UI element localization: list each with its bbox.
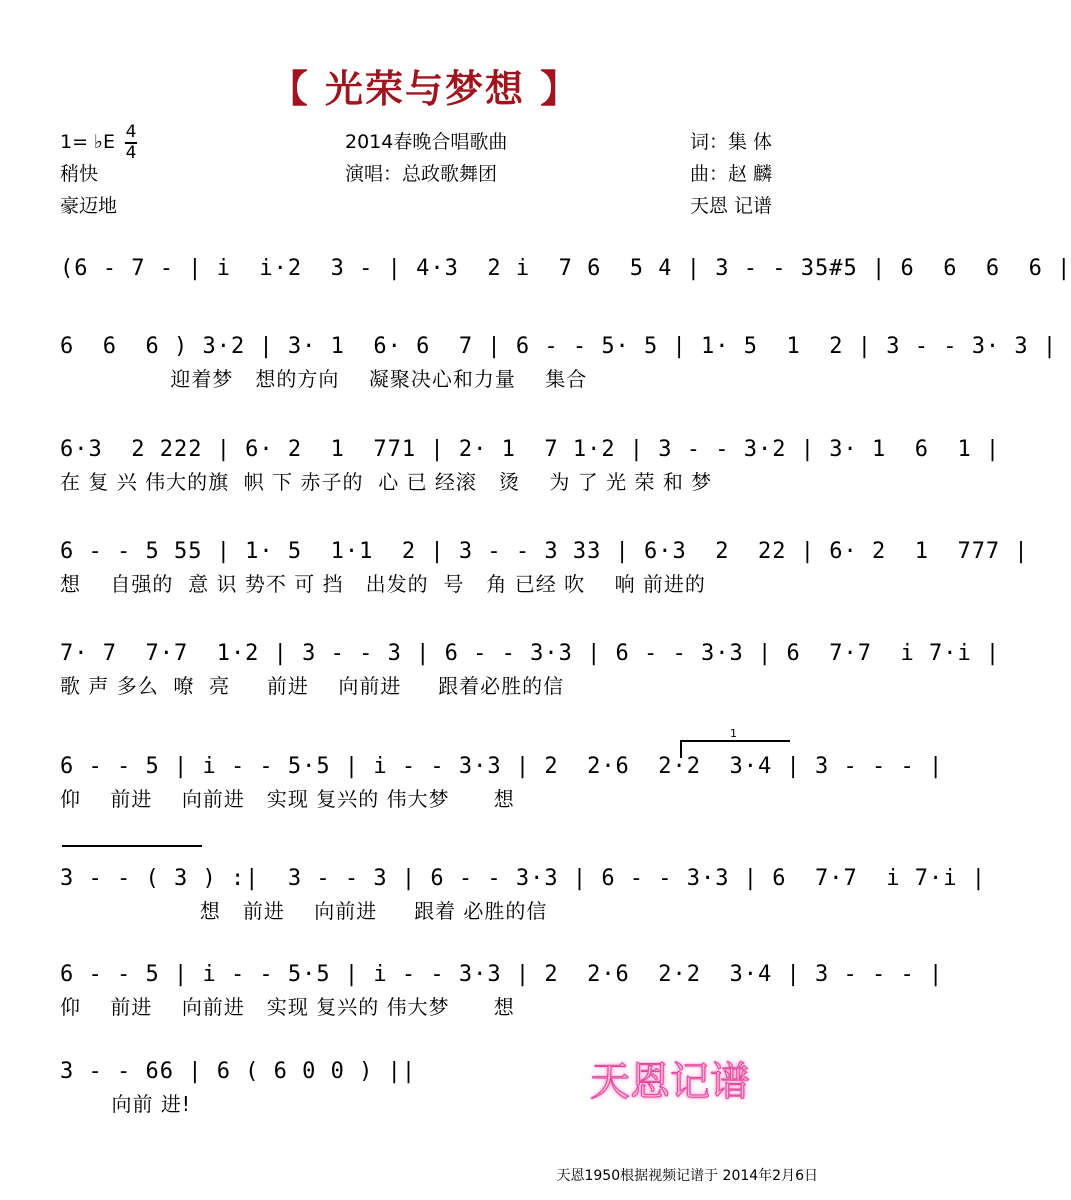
lyrics-row: 仰 前进 向前进 实现 复兴的 伟大梦 想: [60, 787, 515, 811]
lyrics-row: 想 前进 向前进 跟着 必胜的信: [60, 899, 548, 923]
mood-marking: 豪迈地: [60, 195, 118, 217]
lyrics-row: 歌 声 多么 嘹 亮 前进 向前进 跟着必胜的信: [60, 674, 565, 698]
time-signature-top: 4: [125, 122, 137, 142]
score-line-1: [60, 252, 1071, 316]
footer-note: 天恩1950根据视频记谱于 2014年2月6日: [556, 1168, 818, 1184]
score-line-2: [60, 330, 1058, 394]
notation-row: 7· 7 7·7 1·2 | 3 - - 3 | 6 - - 3·3 | 6 - - 3·3 | 6 7·7 i 7·i |: [60, 641, 1001, 666]
score-line-8: [60, 958, 944, 1022]
first-ending-bracket: [680, 740, 790, 742]
score-line-4: [60, 535, 1029, 599]
first-ending-bracket-continued: [62, 845, 202, 847]
lyricist-credit: 词：集 体: [690, 131, 773, 153]
notation-row: 6 - - 5 | i - - 5·5 | i - - 3·3 | 2 2·6 2·2 3·4 | 3 - - - |: [60, 754, 944, 779]
song-title: 【 光荣与梦想 】: [269, 67, 581, 111]
performer-credit: 演唱：总政歌舞团: [345, 163, 498, 185]
transcriber-credit: 天恩 记谱: [690, 195, 773, 217]
score-line-5: [60, 637, 1001, 701]
notation-row: 6 6 6 ) 3·2 | 3· 1 6· 6 7 | 6 - - 5· 5 | 1· 5 1 2 | 3 - - 3· 3 |: [60, 334, 1058, 359]
notation-row: 6 - - 5 | i - - 5·5 | i - - 3·3 | 2 2·6 2·2 3·4 | 3 - - - |: [60, 962, 944, 987]
score-line-6: [60, 750, 944, 814]
composer-credit: 曲：赵 麟: [690, 163, 773, 185]
first-ending-number: 1: [730, 727, 737, 740]
notation-row: 6·3 2 222 | 6· 2 1 771 | 2· 1 7 1·2 | 3 - - 3·2 | 3· 1 6 1 |: [60, 437, 1001, 462]
key-signature: 1= ♭E: [60, 131, 116, 153]
song-subtitle: 2014春晚合唱歌曲: [345, 131, 508, 153]
lyrics-row: 迎着梦 想的方向 凝聚决心和力量 集合: [60, 367, 588, 391]
score-line-7: [60, 862, 986, 926]
time-signature-bottom: 4: [125, 143, 137, 163]
lyrics-row: 想 自强的 意 识 势不 可 挡 出发的 号 角 已经 吹 响 前进的: [60, 572, 706, 596]
tempo-marking: 稍快: [60, 163, 99, 185]
score-line-3: [60, 433, 1001, 497]
notation-row: (6 - 7 - | i i·2 3 - | 4·3 2 i 7 6 5 4 | 3 - - 35#5 | 6 6 6 6 |: [60, 256, 1071, 281]
notation-row: 3 - - 66 | 6 ( 6 0 0 ) ||: [60, 1059, 417, 1084]
lyrics-row: 仰 前进 向前进 实现 复兴的 伟大梦 想: [60, 995, 515, 1019]
transcriber-stamp: 天恩记谱: [590, 1059, 750, 1105]
lyrics-row: [60, 286, 790, 316]
notation-row: 6 - - 5 55 | 1· 5 1·1 2 | 3 - - 3 33 | 6·3 2 22 | 6· 2 1 777 |: [60, 539, 1029, 564]
time-signature: [125, 124, 137, 162]
lyrics-row: 在 复 兴 伟大的旗 帜 下 赤子的 心 已 经滚 烫 为 了 光 荣 和 梦: [60, 470, 713, 494]
lyrics-row: 向前 进!: [60, 1092, 191, 1116]
notation-row: 3 - - ( 3 ) :| 3 - - 3 | 6 - - 3·3 | 6 - - 3·3 | 6 7·7 i 7·i |: [60, 866, 986, 891]
